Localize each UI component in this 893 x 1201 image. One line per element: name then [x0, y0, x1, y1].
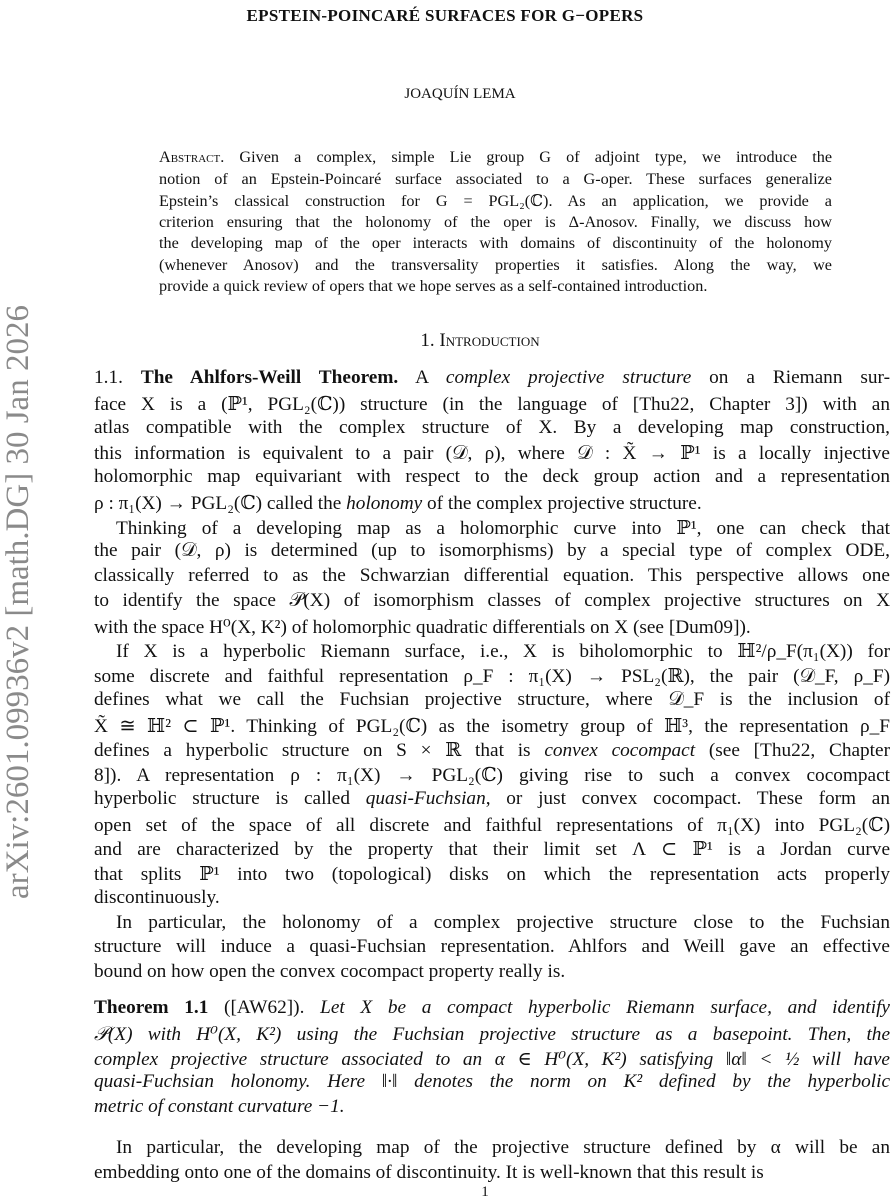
paragraph-line: embedding onto one of the domains of discontinuity. It is well-known that this result is — [94, 1161, 764, 1183]
paragraph-line — [94, 491, 890, 515]
text-segment: , or just convex cocompact. These form an — [485, 787, 890, 809]
abstract-line — [159, 234, 832, 253]
italic-text: complex projective structure — [445, 367, 692, 388]
paragraph-line: open set of the space of all discrete and faithful representations of π₁(X) into PGL₂(ℂ) — [94, 814, 890, 836]
text-segment: 1.1. — [94, 367, 141, 388]
theorem-line — [94, 1071, 890, 1093]
abstract-label: Abstract. — [159, 148, 240, 166]
abstract-line — [159, 191, 832, 211]
italic-text: complex projective structure associated to an α ∈ H⁰(X, K²) satisfying ‖α‖ < ½ will have — [94, 1048, 890, 1070]
paragraph-line: to identify the space 𝒫(X) of isomorphism classes of complex projective structures on X — [94, 589, 890, 611]
text-segment: ρ : π₁(X) → PGL₂(ℂ) called the — [94, 492, 347, 514]
paragraph-line: atlas compatible with the complex structure of X. By a developing map construction, — [94, 416, 890, 438]
paragraph-line: structure will induce a quasi-Fuchsian representation. Ahlfors and Weill gave an effective — [94, 936, 890, 958]
abstract-line — [159, 277, 832, 296]
paragraph-line: In particular, the holonomy of a complex projective structure close to the Fuchsian — [116, 911, 890, 933]
abstract-text: the developing map of the oper interacts with domains of discontinuity of the holonomy — [159, 234, 832, 252]
text-segment: ([AW62]). — [208, 997, 321, 1018]
paragraph-line: with the space H⁰(X, K²) of holomorphic quadratic differentials on X (see [Dum09]). — [94, 616, 751, 638]
paragraph-line: and are characterized by the property that their limit set Λ ⊂ ℙ¹ is a Jordan curve — [94, 839, 890, 861]
text-segment: (see [Thu22, Chapter — [695, 740, 890, 762]
paragraph-line: defines what we call the Fuchsian projective structure, where 𝒟_F is the inclusion of — [94, 688, 890, 710]
abstract-line — [159, 170, 832, 189]
paragraph-line: that splits ℙ¹ into two (topological) disks on which the representation acts properly — [94, 864, 890, 885]
abstract-text: Given a complex, simple Lie group G of adjoint type, we introduce the — [239, 148, 832, 166]
paragraph-line: If X is a hyperbolic Riemann surface, i.e., X is biholomorphic to ℍ²/ρ_F(π₁(X)) for — [116, 641, 890, 663]
bold-text: The Ahlfors-Weill Theorem. — [140, 367, 399, 388]
theorem-line — [94, 997, 890, 1019]
text-segment: A — [398, 367, 446, 388]
paragraph-line: 8]). A representation ρ : π₁(X) → PGL₂(ℂ) giving rise to such a convex cocompact — [94, 765, 890, 786]
paragraph-line: face X is a (ℙ¹, PGL₂(ℂ)) structure (in the language of [Thu22, Chapter 3]) with an — [94, 393, 890, 415]
italic-text: Let X be a compact hyperbolic Riemann surface, and identify — [320, 997, 890, 1018]
bold-text: Theorem 1.1 — [94, 997, 209, 1018]
abstract-line — [159, 148, 832, 167]
paragraph-line: discontinuously. — [94, 886, 220, 908]
abstract-line — [159, 213, 832, 232]
paragraph-line: bound on how open the convex cocompact property really is. — [94, 961, 566, 982]
theorem-line — [94, 1022, 890, 1046]
paper-title: EPSTEIN-POINCARÉ SURFACES FOR G−OPERS — [246, 6, 644, 25]
paragraph-line — [94, 788, 890, 810]
author-name: JOAQUÍN LEMA — [404, 86, 516, 102]
paragraph-line: holomorphic map equivariant with respect to the deck group action and a representation — [94, 466, 890, 487]
italic-text: convex cocompact — [544, 740, 696, 762]
italic-text: quasi-Fuchsian holonomy. Here ‖·‖ denotes the norm on K² defined by the hyperbolic — [94, 1071, 890, 1093]
paragraph-line — [94, 367, 890, 389]
abstract-text: (whenever Anosov) and the transversality properties it satisfies. Along the way, we — [159, 255, 832, 274]
abstract-text: notion of an Epstein-Poincaré surface associated to a G-oper. These surfaces generalize — [159, 169, 832, 188]
paragraph-line: some discrete and faithful representation ρ_F : π₁(X) → PSL₂(ℝ), the pair (𝒟_F, ρ_F) — [94, 666, 890, 687]
paragraph-line: classically referred to as the Schwarzian differential equation. This perspective allows one — [94, 565, 890, 586]
italic-text: quasi-Fuchsian — [365, 787, 486, 809]
text-segment: hyperbolic structure is called — [94, 787, 366, 809]
italic-text: 𝒫(X) with H⁰(X, K²) using the Fuchsian projective structure as a basepoint. Then, the — [94, 1023, 890, 1045]
abstract-line — [159, 256, 832, 275]
abstract-text: Epstein’s classical construction for G = PGL₂(ℂ). As an application, we provide a — [159, 192, 832, 210]
section-heading: 1. Introduction — [420, 330, 540, 351]
paragraph-line: In particular, the developing map of the projective structure defined by α will be an — [116, 1137, 890, 1158]
theorem-line — [94, 1047, 890, 1071]
arxiv-stamp: arXiv:2601.09936v2 [math.DG] 30 Jan 2026 — [0, 305, 36, 899]
text-segment: on a Riemann sur- — [691, 367, 890, 388]
paragraph-line — [94, 738, 890, 762]
paragraph-line: the pair (𝒟, ρ) is determined (up to isomorphisms) by a special type of complex ODE, — [94, 540, 890, 562]
abstract-text: provide a quick review of opers that we hope serves as a self-contained introduction. — [159, 277, 708, 295]
theorem-line — [94, 1096, 890, 1118]
page-number: 1 — [481, 1184, 489, 1200]
paragraph-line: this information is equivalent to a pair (𝒟, ρ), where 𝒟 : X̃ → ℙ¹ is a locally injective — [94, 443, 890, 465]
italic-text: metric of constant curvature −1. — [94, 1096, 345, 1117]
italic-text: holonomy — [346, 492, 423, 514]
text-segment: of the complex projective structure. — [422, 492, 702, 514]
abstract-text: criterion ensuring that the holonomy of the oper is Δ-Anosov. Finally, we discuss how — [159, 212, 832, 231]
text-segment: defines a hyperbolic structure on S × ℝ that is — [94, 740, 545, 762]
paragraph-line: X̃ ≅ ℍ² ⊂ ℙ¹. Thinking of PGL₂(ℂ) as the isometry group of ℍ³, the representation ρ_F — [94, 715, 890, 737]
paragraph-line: Thinking of a developing map as a holomorphic curve into ℙ¹, one can check that — [116, 517, 890, 539]
